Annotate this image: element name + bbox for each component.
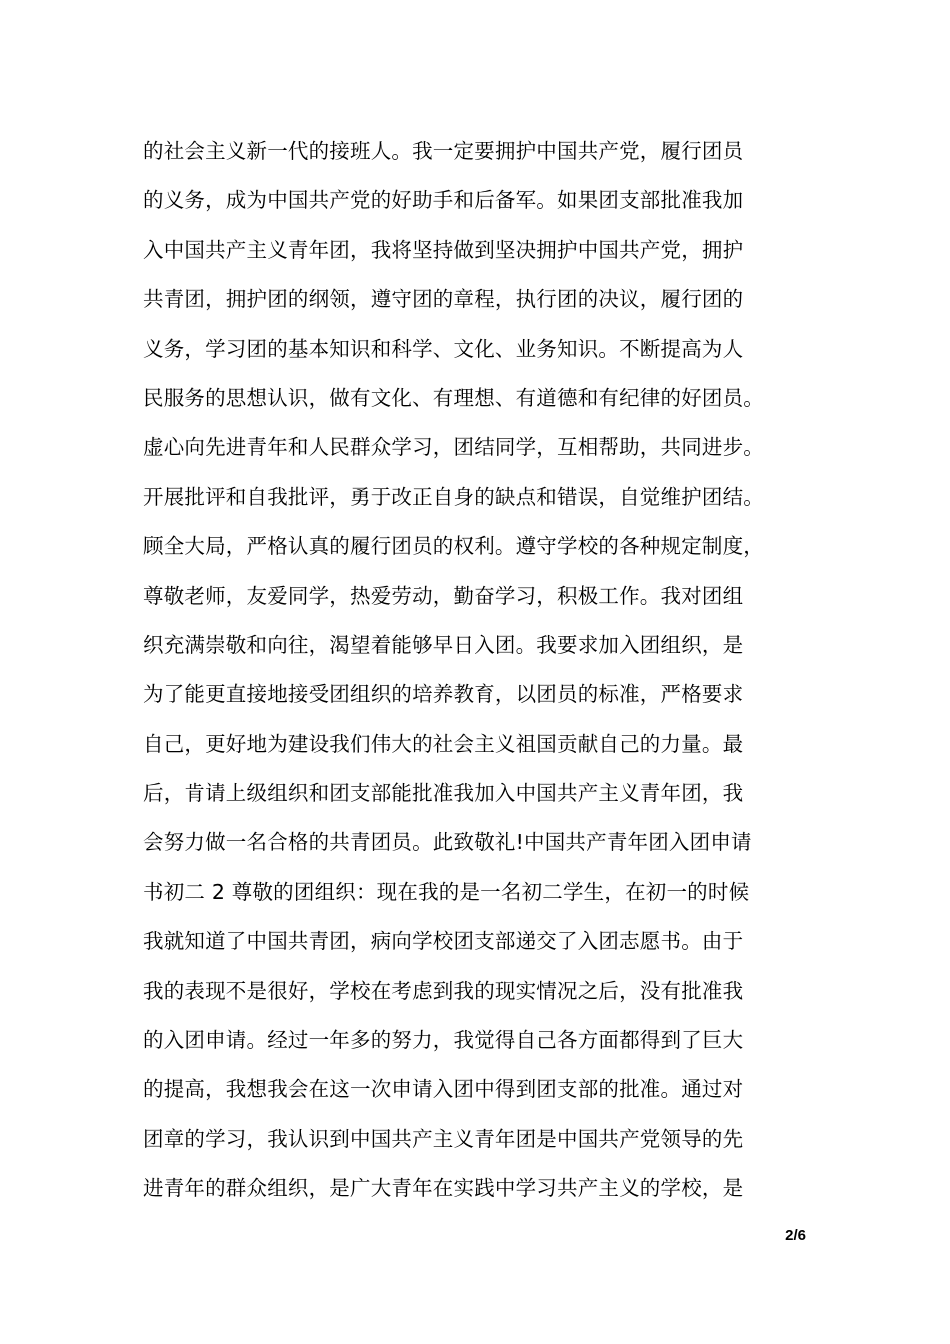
text-line: 书初二 2 尊敬的团组织：现在我的是一名初二学生，在初一的时候	[143, 879, 750, 904]
text-line: 后，肯请上级组织和团支部能批准我加入中国共产主义青年团，我	[143, 781, 744, 806]
text-line: 我就知道了中国共青团，病向学校团支部递交了入团志愿书。由于	[143, 929, 744, 954]
text-line: 的社会主义新一代的接班人。我一定要拥护中国共产党，履行团员	[143, 139, 744, 163]
body-text	[143, 127, 823, 1214]
text-line: 会努力做一名合格的共青团员。此致敬礼!中国共产青年团入团申请	[143, 830, 752, 855]
text-line: 共青团，拥护团的纲领，遵守团的章程，执行团的决议，履行团的	[143, 287, 744, 312]
text-line: 织充满崇敬和向往，渴望着能够早日入团。我要求加入团组织，是	[143, 632, 744, 657]
page-number: 2/6	[785, 1227, 806, 1244]
text-line: 入中国共产主义青年团，我将坚持做到坚决拥护中国共产党，拥护	[143, 237, 744, 262]
text-line: 自己，更好地为建设我们伟大的社会主义祖国贡献自己的力量。最	[143, 731, 744, 756]
text-line: 开展批评和自我批评，勇于改正自身的缺点和错误，自觉维护团结。	[143, 484, 764, 509]
text-line: 我的表现不是很好，学校在考虑到我的现实情况之后，没有批准我	[143, 978, 744, 1003]
text-line: 顾全大局，严格认真的履行团员的权利。遵守学校的各种规定制度，	[143, 534, 764, 559]
text-line: 的提高，我想我会在这一次申请入团中得到团支部的批准。通过对	[143, 1077, 744, 1102]
text-line: 民服务的思想认识，做有文化、有理想、有道德和有纪律的好团员。	[143, 385, 764, 410]
text-line: 虚心向先进青年和人民群众学习，团结同学，互相帮助，共同进步。	[143, 435, 764, 460]
text-line: 的义务，成为中国共产党的好助手和后备军。如果团支部批准我加	[143, 188, 744, 213]
text-line: 的入团申请。经过一年多的努力，我觉得自己各方面都得到了巨大	[143, 1028, 744, 1053]
text-line: 义务，学习团的基本知识和科学、文化、业务知识。不断提高为人	[143, 336, 744, 361]
text-line: 尊敬老师，友爱同学，热爱劳动，勤奋学习，积极工作。我对团组	[143, 583, 744, 608]
text-line: 为了能更直接地接受团组织的培养教育，以团员的标准，严格要求	[143, 682, 744, 707]
text-line: 团章的学习，我认识到中国共产主义青年团是中国共产党领导的先	[143, 1126, 744, 1151]
text-line: 进青年的群众组织，是广大青年在实践中学习共产主义的学校，是	[143, 1176, 744, 1201]
